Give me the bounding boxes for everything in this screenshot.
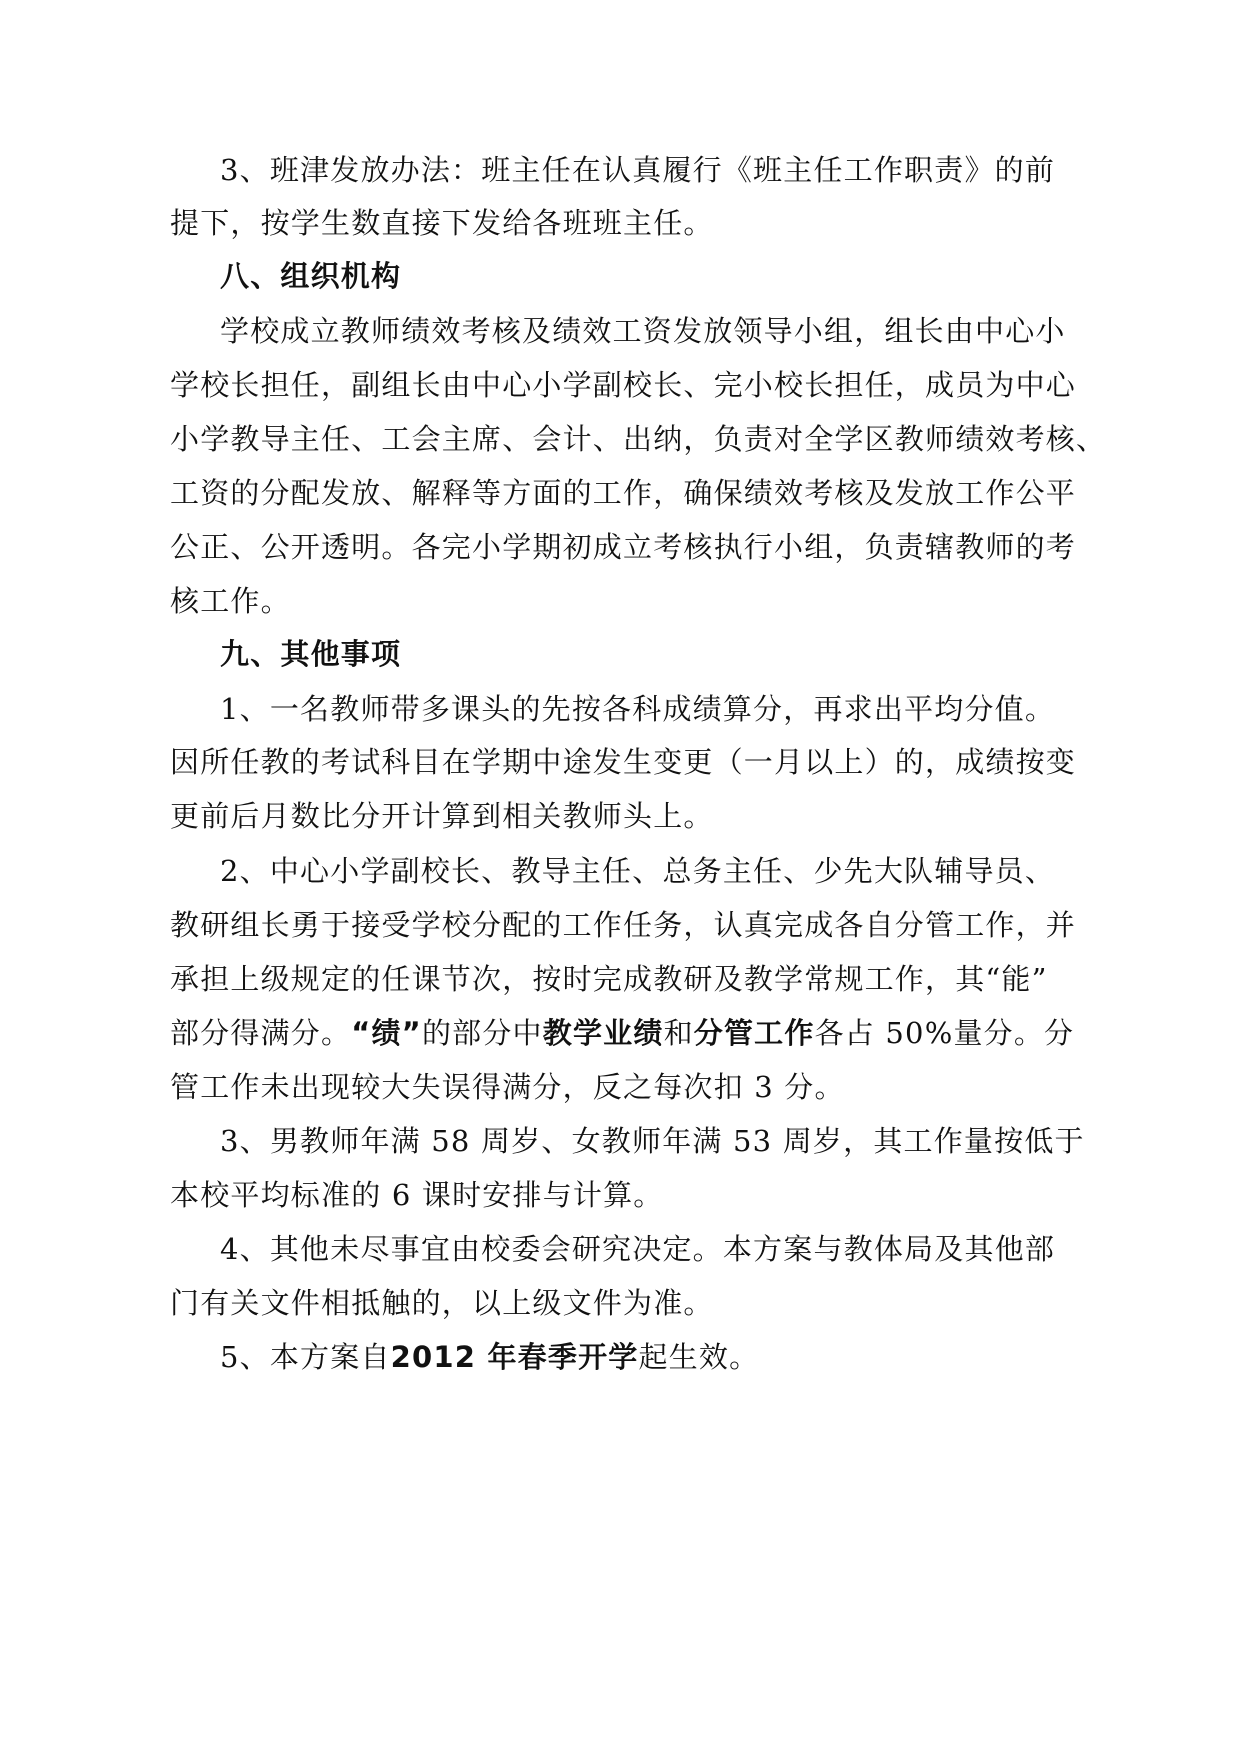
- sec8-para-line-1: 学校成立教师绩效考核及绩效工资发放领导小组，组长由中心小: [220, 314, 1066, 348]
- sec9-item1-line-2: 因所任教的考试科目在学期中途发生变更（一月以上）的，成绩按变: [170, 745, 1077, 779]
- item2-bold-teaching-performance: 教学业绩: [542, 1016, 664, 1050]
- sec9-item4-line-1: 4、其他未尽事宜由校委会研究决定。本方案与教体局及其他部: [220, 1232, 1056, 1266]
- sec8-para-line-5: 公正、公开透明。各完小学期初成立考核执行小组，负责辖教师的考: [170, 530, 1077, 564]
- sec9-item2-line-4: [170, 1013, 1074, 1053]
- sec9-item2-line-3: 承担上级规定的任课节次，按时完成教研及教学常规工作，其“能”: [170, 962, 1048, 996]
- item5-text-2: 起生效。: [638, 1340, 760, 1374]
- item2-text-1: 部分得满分。: [170, 1016, 352, 1050]
- item2-text-3: 和: [663, 1016, 694, 1050]
- section-heading-8: 八、组织机构: [220, 259, 402, 293]
- sec8-para-line-4: 工资的分配发放、解释等方面的工作，确保绩效考核及发放工作公平: [170, 476, 1077, 510]
- item2-bold-managed-work: 分管工作: [693, 1016, 815, 1050]
- sec8-para-line-2: 学校长担任，副组长由中心小学副校长、完小校长担任，成员为中心: [170, 368, 1077, 402]
- sec7-item3-line-2: 提下，按学生数直接下发给各班班主任。: [170, 206, 714, 240]
- sec9-item2-line-5: 管工作未出现较大失误得满分，反之每次扣 3 分。: [170, 1070, 845, 1104]
- sec8-para-line-6: 核工作。: [170, 584, 291, 618]
- sec9-item3-line-1: 3、男教师年满 58 周岁、女教师年满 53 周岁，其工作量按低于: [220, 1124, 1085, 1158]
- sec8-para-line-3: 小学教导主任、工会主席、会计、出纳，负责对全学区教师绩效考核、: [170, 422, 1107, 456]
- item2-text-4: 各占 50%量分。分: [814, 1016, 1075, 1050]
- item2-text-2: 的部分中: [421, 1016, 543, 1050]
- item5-bold-date: 2012 年春季开学: [390, 1340, 639, 1374]
- sec9-item2-line-1: 2、中心小学副校长、教导主任、总务主任、少先大队辅导员、: [220, 854, 1056, 888]
- item5-text-1: 5、本方案自: [220, 1340, 391, 1374]
- item2-bold-ji: “绩”: [351, 1016, 422, 1050]
- sec9-item5-line: [220, 1337, 759, 1377]
- section-heading-9: 九、其他事项: [220, 637, 402, 671]
- sec9-item2-line-2: 教研组长勇于接受学校分配的工作任务，认真完成各自分管工作，并: [170, 908, 1077, 942]
- sec9-item3-line-2: 本校平均标准的 6 课时安排与计算。: [170, 1178, 664, 1212]
- sec9-item1-line-3: 更前后月数比分开计算到相关教师头上。: [170, 799, 714, 833]
- sec9-item1-line-1: 1、一名教师带多课头的先按各科成绩算分，再求出平均分值。: [220, 692, 1056, 726]
- sec7-item3-line-1: 3、班津发放办法：班主任在认真履行《班主任工作职责》的前: [220, 153, 1056, 187]
- sec9-item4-line-2: 门有关文件相抵触的，以上级文件为准。: [170, 1286, 714, 1320]
